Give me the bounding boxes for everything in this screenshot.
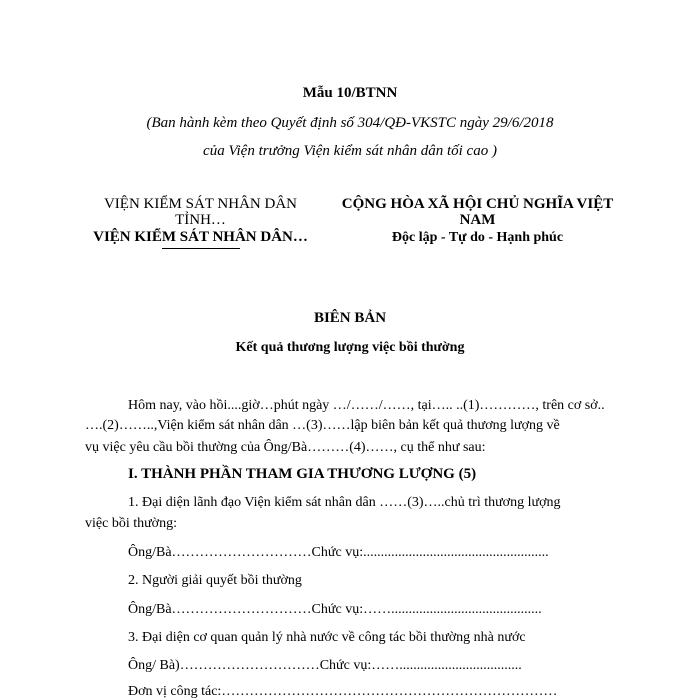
issued-note-line2: của Viện trưởng Viện kiểm sát nhân dân tối cao ) xyxy=(203,143,497,159)
document-subtitle: Kết quả thương lượng việc bồi thường xyxy=(235,340,465,355)
item2-person: Ông/Bà…………………………Chức vụ:……........................................... xyxy=(128,602,542,617)
intro-line1: Hôm nay, vào hồi....giờ…phút ngày …/……/……, tại….. ..(1)…………, trên cơ sở.. xyxy=(128,398,605,413)
motto: Độc lập - Tự do - Hạnh phúc xyxy=(391,230,564,245)
item3-person: Ông/ Bà)…………………………Chức vụ:……................................... xyxy=(128,658,522,673)
intro-line2: ….(2)……..,Viện kiểm sát nhân dân …(3)……lập biên bản kết quả thương lượng về xyxy=(85,418,560,433)
agency-line1: VIỆN KIỂM SÁT NHÂN DÂN xyxy=(103,196,298,212)
item3-unit: Đơn vị công tác:……………………………………………………………… xyxy=(128,684,558,699)
item1-person: Ông/Bà…………………………Chức vụ:..................................................... xyxy=(128,545,549,560)
item1-line1: 1. Đại diện lãnh đạo Viện kiểm sát nhân dân ……(3)…..chủ trì thương lượng xyxy=(128,495,561,510)
document-title: BIÊN BẢN xyxy=(313,310,387,326)
issued-note-line1: (Ban hành kèm theo Quyết định số 304/QĐ-VKSTC ngày 29/6/2018 xyxy=(146,115,554,131)
agency-underline xyxy=(162,248,240,249)
agency-line2: TỈNH… xyxy=(175,212,226,228)
section1-heading: I. THÀNH PHẦN THAM GIA THƯƠNG LƯỢNG (5) xyxy=(128,466,477,482)
item3-label: 3. Đại diện cơ quan quản lý nhà nước về công tác bồi thường nhà nước xyxy=(128,630,526,645)
agency-line3: VIỆN KIỂM SÁT NHÂN DÂN… xyxy=(93,229,308,245)
nation-line1: CỘNG HÒA XÃ HỘI CHỦ NGHĨA VIỆT xyxy=(341,196,614,212)
nation-line2: NAM xyxy=(459,212,496,228)
item1-line2: việc bồi thường: xyxy=(85,516,177,531)
intro-line3: vụ việc yêu cầu bồi thường của Ông/Bà………(4)……, cụ thể như sau: xyxy=(85,440,486,455)
item2-label: 2. Người giải quyết bồi thường xyxy=(128,573,302,588)
form-code: Mẫu 10/BTNN xyxy=(302,85,398,101)
